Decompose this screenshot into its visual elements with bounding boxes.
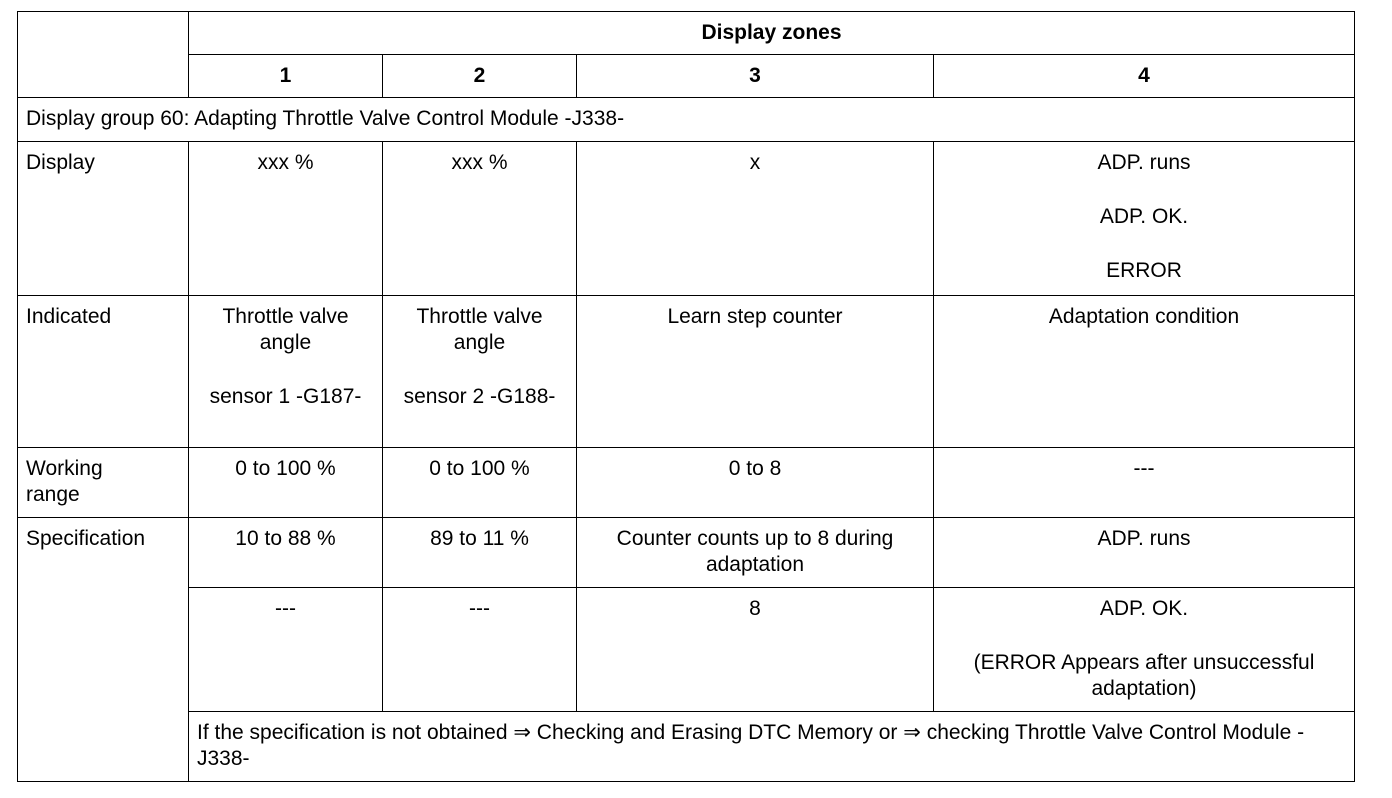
display-zone-4-line-3: ERROR <box>1106 259 1182 282</box>
indicated-zone-2 <box>383 296 577 448</box>
zone-1-heading: 1 <box>189 55 383 98</box>
indicated-zone-3: Learn step counter <box>577 296 934 448</box>
indicated-zone-1 <box>189 296 383 448</box>
group-title: Display group 60: Adapting Throttle Valve Control Module -J338- <box>18 98 1355 142</box>
working-range-zone-3: 0 to 8 <box>577 448 934 518</box>
spec-b-zone-3: 8 <box>577 588 934 712</box>
zone-4-heading: 4 <box>934 55 1355 98</box>
header-empty-cell <box>18 12 189 98</box>
indicated-zone-2-line-1: Throttle valve angle <box>416 305 543 354</box>
row-label-indicated: Indicated <box>18 296 189 448</box>
spec-b-zone-4-line-1: ADP. OK. <box>1099 597 1189 620</box>
display-zone-4-line-1: ADP. runs <box>1097 151 1191 174</box>
zone-2-heading: 2 <box>383 55 577 98</box>
row-label-working-range: Working range <box>18 448 189 518</box>
display-group-table <box>17 11 1355 782</box>
zone-3-heading: 3 <box>577 55 934 98</box>
spec-b-zone-4-line-2: (ERROR Appears after unsuccessful adaptation) <box>973 651 1315 700</box>
display-zone-1: xxx % <box>189 142 383 296</box>
working-range-zone-4: --- <box>934 448 1355 518</box>
indicated-zone-1-line-1: Throttle valve angle <box>222 305 349 354</box>
spec-b-zone-4 <box>934 588 1355 712</box>
display-zones-heading: Display zones <box>189 12 1355 55</box>
display-zone-3: x <box>577 142 934 296</box>
spec-note: If the specification is not obtained ⇒ Checking and Erasing DTC Memory or ⇒ checking Throttle Valve Control Module -J338- <box>189 712 1355 782</box>
indicated-zone-4: Adaptation condition <box>934 296 1355 448</box>
working-range-zone-2: 0 to 100 % <box>383 448 577 518</box>
spec-a-zone-3: Counter counts up to 8 during adaptation <box>577 518 934 588</box>
display-zone-2: xxx % <box>383 142 577 296</box>
spec-b-zone-1: --- <box>189 588 383 712</box>
spec-a-zone-1: 10 to 88 % <box>189 518 383 588</box>
indicated-zone-1-line-2: sensor 1 -G187- <box>209 385 362 408</box>
display-zone-4 <box>934 142 1355 296</box>
spec-a-zone-2: 89 to 11 % <box>383 518 577 588</box>
row-label-display: Display <box>18 142 189 296</box>
row-label-specification: Specification <box>18 518 189 782</box>
working-range-zone-1: 0 to 100 % <box>189 448 383 518</box>
spec-a-zone-4: ADP. runs <box>934 518 1355 588</box>
display-zone-4-line-2: ADP. OK. <box>1099 205 1189 228</box>
indicated-zone-2-line-2: sensor 2 -G188- <box>403 385 556 408</box>
spec-b-zone-2: --- <box>383 588 577 712</box>
